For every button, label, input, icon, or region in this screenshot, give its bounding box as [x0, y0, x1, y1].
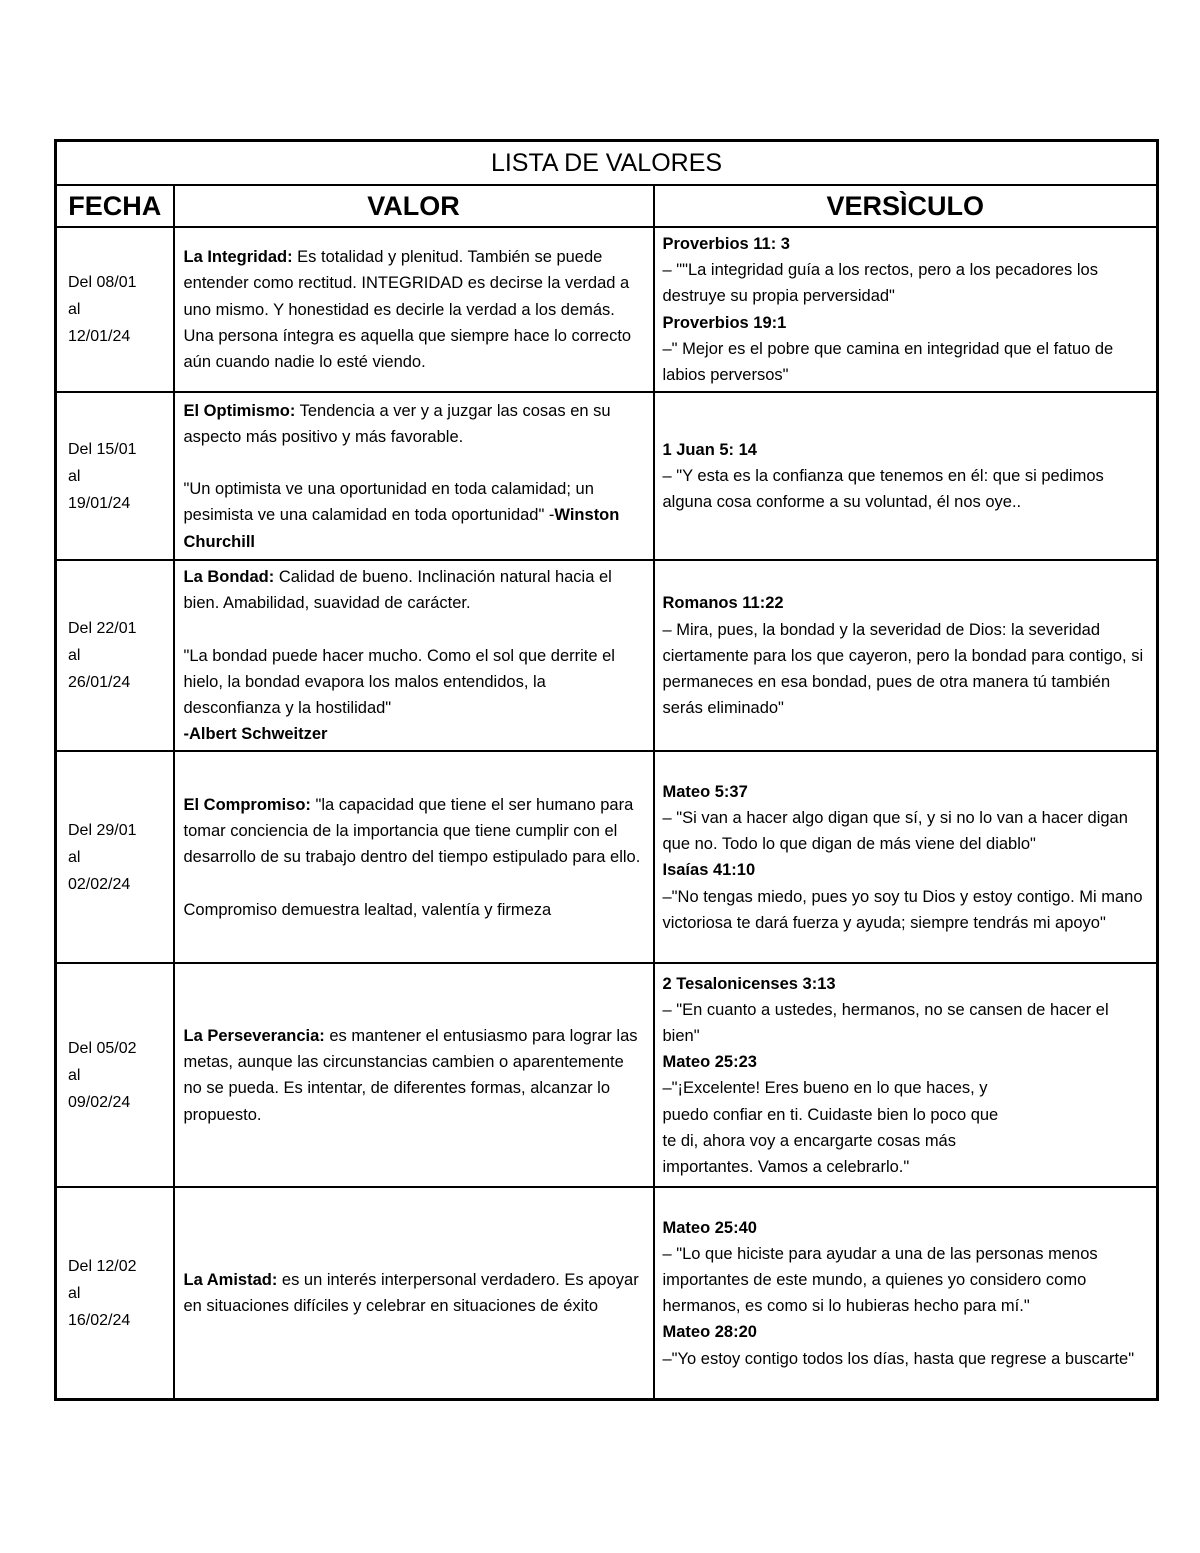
verse-text: –"Yo estoy contigo todos los días, hasta que regrese a buscarte": [662, 1349, 1135, 1368]
valor-cell: [174, 227, 654, 392]
valor-name: El Optimismo:: [183, 401, 296, 420]
verse-reference: Isaías 41:10: [662, 861, 756, 880]
valor-name: La Amistad:: [183, 1270, 278, 1289]
verse-text-line: puedo confiar en ti. Cuidaste bien lo poco que: [662, 1105, 999, 1124]
date-cell: [56, 560, 174, 751]
values-table: [54, 139, 1159, 1401]
table-row: [56, 392, 1158, 560]
verse-reference: Romanos 11:22: [662, 594, 784, 613]
date-from: Del 08/01: [68, 274, 137, 292]
verse-cell: [654, 751, 1158, 963]
date-to: 09/02/24: [68, 1093, 131, 1111]
verse-cell: [654, 1187, 1158, 1399]
date-cell: [56, 1187, 174, 1399]
table-title: LISTA DE VALORES: [56, 141, 1158, 186]
verse-text: –"No tengas miedo, pues yo soy tu Dios y estoy contigo. Mi mano victoriosa te dará fuerza y ayuda; siempre tendrás mi apoyo": [662, 887, 1143, 932]
table-row: [56, 560, 1158, 751]
valor-description: Calidad de bueno. Inclinación natural hacia el bien. Amabilidad, suavidad de carácter.: [183, 568, 612, 613]
valor-name: La Integridad:: [183, 248, 293, 267]
verse-text: – ""La integridad guía a los rectos, pero a los pecadores los destruye su propia perversidad": [662, 261, 1098, 306]
valor-description: "la capacidad que tiene el ser humano para tomar conciencia de la importancia que tiene cumplir con el desarrollo de su trabajo dentro del tiempo estipulado para ello.: [183, 796, 641, 867]
header-versiculo: VERSÌCULO: [654, 185, 1158, 227]
date-from: Del 22/01: [68, 620, 137, 638]
date-from: Del 12/02: [68, 1257, 137, 1275]
date-from: Del 15/01: [68, 440, 137, 458]
verse-reference: 1 Juan 5: 14: [662, 440, 757, 459]
date-cell: [56, 392, 174, 560]
verse-reference: Mateo 25:40: [662, 1218, 757, 1237]
date-cell: [56, 227, 174, 392]
valor-quote-author: Winston Churchill: [183, 506, 620, 551]
date-connector: al: [68, 848, 81, 866]
table-header-row: [56, 185, 1158, 227]
table-row: [56, 1187, 1158, 1399]
valor-description: es un interés interpersonal verdadero. Es apoyar en situaciones difíciles y celebrar en situaciones de éxito: [183, 1270, 639, 1316]
verse-reference: 2 Tesalonicenses 3:13: [662, 974, 836, 993]
valor-cell: [174, 751, 654, 963]
verse-reference: Mateo 28:20: [662, 1323, 757, 1342]
header-valor: VALOR: [174, 185, 654, 227]
date-from: Del 29/01: [68, 821, 137, 839]
date-connector: al: [68, 301, 81, 319]
verse-text: – "En cuanto a ustedes, hermanos, no se cansen de hacer el bien": [662, 1000, 1109, 1046]
verse-reference: Mateo 25:23: [662, 1053, 757, 1072]
valor-cell: [174, 560, 654, 751]
verse-reference: Proverbios 19:1: [662, 313, 787, 332]
verse-text: – Mira, pues, la bondad y la severidad de Dios: la severidad ciertamente para los que cayeron, pero la bondad para contigo, si permaneces en esa bondad, pues de otra manera tú también serás eliminado": [662, 620, 1144, 718]
date-to: 26/01/24: [68, 674, 131, 692]
verse-reference: Mateo 5:37: [662, 782, 748, 801]
verse-text: – "Y esta es la confianza que tenemos en él: que si pedimos alguna cosa conforme a su voluntad, él nos oye..: [662, 467, 1104, 512]
valor-name: El Compromiso:: [183, 796, 311, 815]
table-row: [56, 963, 1158, 1187]
verse-text: – "Lo que hiciste para ayudar a una de las personas menos importantes de este mundo, a quienes yo considero como hermanos, es como si lo hubieras hecho para mí.": [662, 1244, 1098, 1316]
valor-cell: [174, 963, 654, 1187]
date-connector: al: [68, 1066, 81, 1084]
date-connector: al: [68, 467, 81, 485]
valor-quote: "Un optimista ve una oportunidad en toda calamidad; un pesimista ve una calamidad en toda oportunidad" -: [183, 480, 594, 525]
verse-text: –" Mejor es el pobre que camina en integridad que el fatuo de labios perversos": [662, 339, 1114, 385]
date-to: 19/01/24: [68, 494, 131, 512]
valor-cell: [174, 1187, 654, 1399]
verse-cell: [654, 560, 1158, 751]
table-row: [56, 227, 1158, 392]
valor-description: es mantener el entusiasmo para lograr las metas, aunque las circunstancias cambien o aparentemente no se pueda. Es intentar, de diferentes formas, alcanzar lo propuesto.: [183, 1027, 638, 1124]
valor-quote-author: -Albert Schweitzer: [183, 725, 328, 744]
date-to: 02/02/24: [68, 875, 131, 893]
valor-cell: [174, 392, 654, 560]
verse-reference: Proverbios 11: 3: [662, 235, 790, 253]
valor-description: Tendencia a ver y a juzgar las cosas en su aspecto más positivo y más favorable.: [183, 401, 611, 446]
verse-text-line: importantes. Vamos a celebrarlo.": [662, 1158, 910, 1177]
date-to: 16/02/24: [68, 1311, 131, 1329]
date-from: Del 05/02: [68, 1039, 137, 1057]
date-cell: [56, 751, 174, 963]
verse-text: – "Si van a hacer algo digan que sí, y si no lo van a hacer digan que no. Todo lo que digan de más viene del diablo": [662, 809, 1128, 854]
valor-name: La Bondad:: [183, 568, 275, 587]
table-title-row: [56, 141, 1158, 186]
date-connector: al: [68, 647, 81, 665]
verse-cell: [654, 392, 1158, 560]
valor-name: La Perseverancia:: [183, 1027, 325, 1046]
date-connector: al: [68, 1284, 81, 1302]
valor-description: Es totalidad y plenitud. También se puede entender como rectitud. INTEGRIDAD es decirse la verdad a uno mismo. Y honestidad es decirle la verdad a los demás. Una persona íntegra es aquella que siempre hace lo correcto aún cuando nadie lo esté viendo.: [183, 248, 632, 371]
table-row: [56, 751, 1158, 963]
verse-text-line: te di, ahora voy a encargarte cosas más: [662, 1131, 956, 1150]
date-to: 12/01/24: [68, 328, 131, 346]
valor-quote: "La bondad puede hacer mucho. Como el sol que derrite el hielo, la bondad evapora los malos entendidos, la desconfianza y la hostilidad": [183, 646, 615, 718]
date-cell: [56, 963, 174, 1187]
verse-text-line: –"¡Excelente! Eres bueno en lo que haces, y: [662, 1079, 988, 1098]
valor-extra: Compromiso demuestra lealtad, valentía y firmeza: [183, 900, 552, 919]
verse-cell: [654, 963, 1158, 1187]
header-fecha: FECHA: [56, 185, 174, 227]
verse-cell: [654, 227, 1158, 392]
